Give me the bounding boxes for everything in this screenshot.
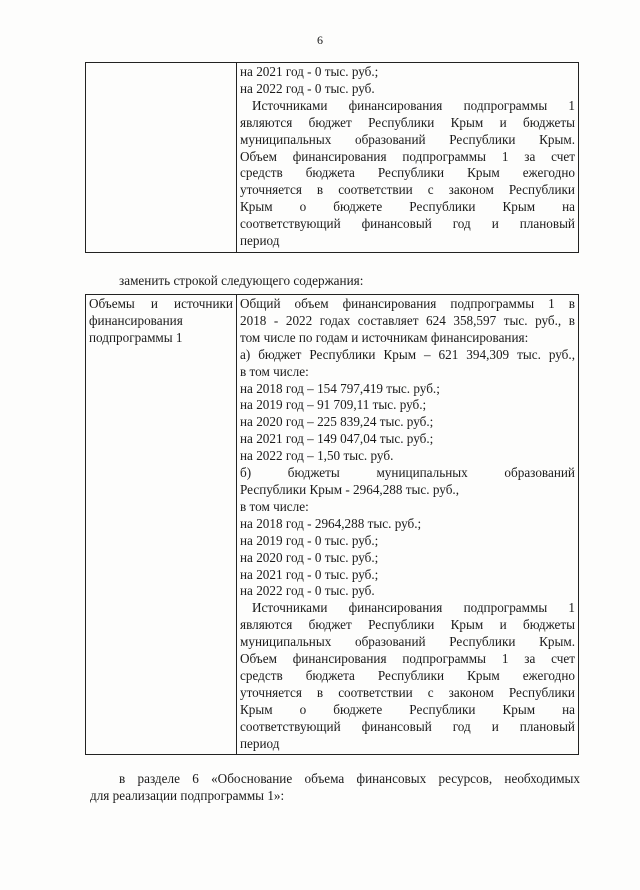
text-line: на 2018 год – 154 797,419 тыс. руб.; <box>240 380 440 396</box>
funding-table-right-cell <box>237 295 579 755</box>
text-line: Республики Крым - 2964,288 тыс. руб., <box>240 481 459 497</box>
text-line: 2018 - 2022 годах составляет 624 358,597 тыс. руб., в <box>240 312 575 328</box>
text-line: уточняется в соответствии с законом Республики <box>240 684 575 700</box>
previous-funding-table <box>85 62 579 253</box>
left-cell-line: финансирования <box>89 312 183 328</box>
left-cell-line: Объемы и источники <box>89 296 233 311</box>
previous-table-left-cell <box>86 63 237 253</box>
text-line: Источниками финансирования подпрограммы 1 <box>252 97 575 113</box>
text-line: том числе по годам и источникам финансирования: <box>240 329 529 345</box>
text-line: Крым о бюджете Республики Крым на <box>240 199 575 215</box>
replace-instruction: заменить строкой следующего содержания: <box>119 273 364 288</box>
text-line: Объем финансирования подпрограммы 1 за счет <box>240 148 575 164</box>
text-line: Объем финансирования подпрограммы 1 за счет <box>240 651 575 667</box>
text-line: б) бюджеты муниципальных образований <box>240 465 575 481</box>
text-line: в том числе: <box>240 498 309 514</box>
text-line: на 2019 год - 0 тыс. руб.; <box>240 532 379 548</box>
funding-table-left-cell <box>86 295 237 755</box>
text-line: Источниками финансирования подпрограммы 1 <box>252 600 575 616</box>
text-line: Крым о бюджете Республики Крым на <box>240 701 575 717</box>
page-number: 6 <box>317 33 323 47</box>
text-line: период <box>240 735 280 751</box>
text-line: период <box>240 233 280 249</box>
funding-table <box>85 294 579 755</box>
text-line: Общий объем финансирования подпрограммы 1 в <box>240 296 575 311</box>
text-line: в том числе: <box>240 363 309 379</box>
previous-table-right-cell <box>237 63 579 253</box>
text-line: на 2021 год - 0 тыс. руб.; <box>240 64 379 79</box>
text-line: соответствующий финансовый год и плановый <box>240 718 575 734</box>
text-line: на 2020 год – 225 839,24 тыс. руб.; <box>240 414 434 430</box>
text-line: являются бюджет Республики Крым и бюджеты <box>240 114 575 130</box>
left-cell-line: подпрограммы 1 <box>89 329 183 345</box>
text-line: уточняется в соответствии с законом Республики <box>240 182 575 198</box>
text-line: средств бюджета Республики Крым ежегодно <box>240 165 575 181</box>
section-6-line: для реализации подпрограммы 1»: <box>90 788 285 803</box>
text-line: муниципальных образований Республики Крым. <box>240 634 575 650</box>
text-line: на 2020 год - 0 тыс. руб.; <box>240 549 379 565</box>
section-6-paragraph <box>90 770 580 804</box>
section-6-line: в разделе 6 «Обоснование объема финансовых ресурсов, необходимых <box>119 771 580 786</box>
text-line: на 2021 год – 149 047,04 тыс. руб.; <box>240 431 434 447</box>
text-line: на 2022 год - 0 тыс. руб. <box>240 80 375 96</box>
text-line: а) бюджет Республики Крым – 621 394,309 тыс. руб., <box>240 346 575 362</box>
text-line: соответствующий финансовый год и плановый <box>240 216 575 232</box>
text-line: на 2021 год - 0 тыс. руб.; <box>240 566 379 582</box>
text-line: муниципальных образований Республики Крым. <box>240 131 575 147</box>
text-line: на 2022 год – 1,50 тыс. руб. <box>240 448 394 464</box>
text-line: на 2022 год - 0 тыс. руб. <box>240 583 375 599</box>
text-line: средств бюджета Республики Крым ежегодно <box>240 667 575 683</box>
text-line: на 2018 год - 2964,288 тыс. руб.; <box>240 515 422 531</box>
text-line: являются бюджет Республики Крым и бюджеты <box>240 617 575 633</box>
text-line: на 2019 год – 91 709,11 тыс. руб.; <box>240 397 427 413</box>
